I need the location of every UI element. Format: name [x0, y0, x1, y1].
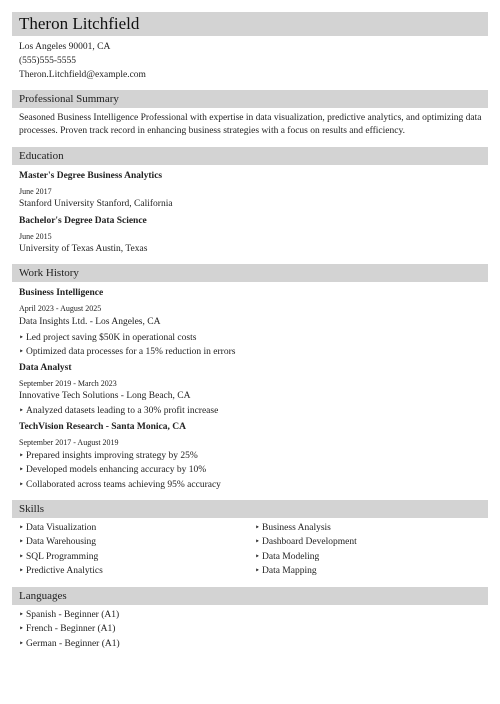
job-bullet: ‣ Optimized data processes for a 15% reduction in errors	[19, 345, 235, 359]
job-bullet: ‣ Led project saving $50K in operational costs	[19, 331, 235, 345]
job-bullet: ‣ Developed models enhancing accuracy by 10%	[19, 463, 221, 477]
education-degree: Bachelor's Degree Data Science	[19, 216, 147, 226]
skill-item: ‣ Predictive Analytics	[19, 564, 103, 578]
skill-item: ‣ Data Mapping	[255, 564, 357, 578]
section-title-work-history: Work History	[19, 267, 79, 279]
section-title-languages: Languages	[19, 590, 67, 602]
job-title: Data Analyst	[19, 363, 72, 373]
education-degree: Master's Degree Business Analytics	[19, 171, 163, 181]
section-title-skills: Skills	[19, 503, 45, 515]
skills-list-left	[19, 521, 103, 578]
candidate-name: Theron Litchfield	[19, 14, 140, 33]
job-title: Business Intelligence	[19, 288, 104, 298]
job-dates: September 2017 - August 2019	[19, 438, 119, 447]
summary-text: Seasoned Business Intelligence Professional with expertise in data visualization, predictive analytics, and optimizing data processes. Proven track record in enhancing business strategies with a focus on results and efficiency.	[19, 113, 482, 136]
name-header-bar	[12, 12, 488, 36]
section-header-summary	[12, 90, 488, 108]
job-bullet-list	[19, 449, 221, 492]
skill-item: ‣ Data Visualization	[19, 521, 103, 535]
language-item: ‣ French - Beginner (A1)	[19, 622, 120, 636]
languages-list	[19, 608, 120, 651]
section-header-work-history	[12, 264, 488, 282]
language-item: ‣ Spanish - Beginner (A1)	[19, 608, 120, 622]
section-title-education: Education	[19, 150, 64, 162]
job-dates: September 2019 - March 2023	[19, 379, 117, 388]
section-header-languages	[12, 587, 488, 605]
skill-item: ‣ Data Warehousing	[19, 535, 103, 549]
job-bullet: ‣ Collaborated across teams achieving 95% accuracy	[19, 478, 221, 492]
job-title: TechVision Research - Santa Monica, CA	[19, 422, 186, 432]
job-bullet: ‣ Analyzed datasets leading to a 30% profit increase	[19, 404, 218, 418]
contact-address: Los Angeles 90001, CA	[19, 42, 111, 52]
contact-phone: (555)555-5555	[19, 56, 76, 66]
contact-email: Theron.Litchfield@example.com	[19, 70, 146, 80]
section-title-summary: Professional Summary	[19, 93, 119, 105]
education-school: University of Texas Austin, Texas	[19, 244, 148, 254]
language-item: ‣ German - Beginner (A1)	[19, 637, 120, 651]
education-date: June 2015	[19, 232, 52, 241]
skills-list-right	[255, 521, 357, 578]
job-company: Data Insights Ltd. - Los Angeles, CA	[19, 317, 161, 327]
job-company: Innovative Tech Solutions - Long Beach, CA	[19, 391, 191, 401]
job-bullet-list	[19, 331, 235, 360]
skill-item: ‣ Business Analysis	[255, 521, 357, 535]
job-bullet: ‣ Prepared insights improving strategy by 25%	[19, 449, 221, 463]
education-school: Stanford University Stanford, California	[19, 199, 173, 209]
skill-item: ‣ SQL Programming	[19, 550, 103, 564]
section-header-education	[12, 147, 488, 165]
education-date: June 2017	[19, 187, 52, 196]
job-dates: April 2023 - August 2025	[19, 304, 102, 313]
skill-item: ‣ Data Modeling	[255, 550, 357, 564]
contact-info	[19, 40, 146, 82]
section-header-skills	[12, 500, 488, 518]
skill-item: ‣ Dashboard Development	[255, 535, 357, 549]
job-bullet-list	[19, 404, 218, 418]
